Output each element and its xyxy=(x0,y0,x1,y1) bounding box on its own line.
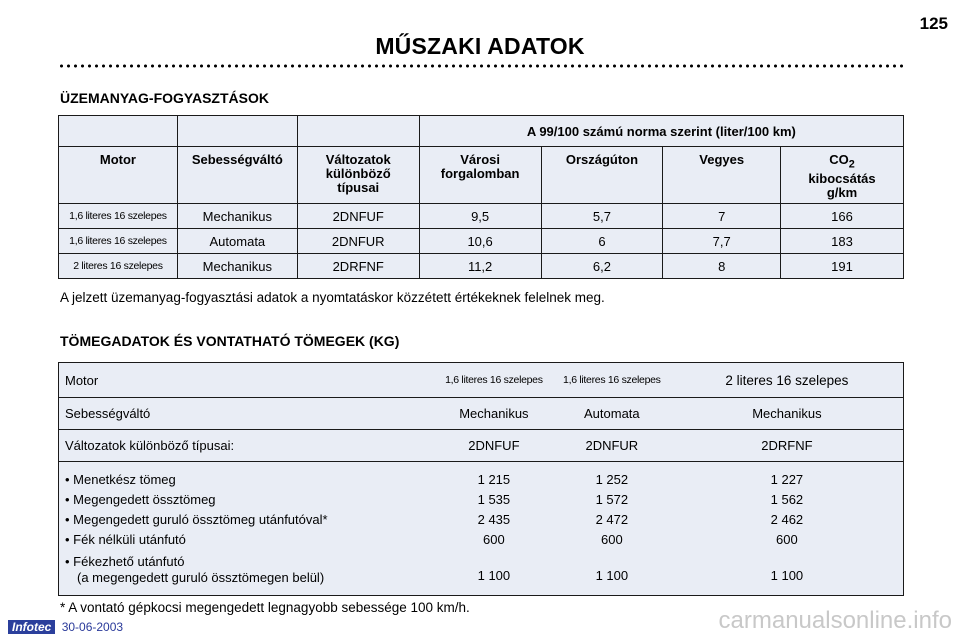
cell-city: 10,6 xyxy=(419,229,541,254)
cell-gearbox: Mechanikus xyxy=(177,204,297,229)
table-row xyxy=(59,363,904,398)
cell-value: 1 100 xyxy=(595,568,629,583)
mass-table xyxy=(58,362,904,596)
footer-date: 30-06-2003 xyxy=(61,620,124,634)
mass-values-col xyxy=(435,462,553,596)
cell-value: 1 215 xyxy=(477,472,511,487)
col-highway: Országúton xyxy=(541,147,663,204)
gearbox-label: Sebességváltó xyxy=(59,398,435,430)
watermark: carmanualsonline.info xyxy=(718,607,952,634)
item-label: • Fék nélküli utánfutó xyxy=(65,532,186,547)
motor-label: Motor xyxy=(59,363,435,398)
variants-label: Változatok különböző típusai: xyxy=(59,430,435,462)
cell-value: 600 xyxy=(776,532,798,547)
cell-gearbox: Automata xyxy=(553,398,671,430)
cell-value: 1 535 xyxy=(477,492,511,507)
col-combined: Vegyes xyxy=(663,147,781,204)
mass-values-col xyxy=(553,462,671,596)
cell-value: 1 562 xyxy=(770,492,804,507)
cell-combined: 8 xyxy=(663,254,781,279)
cell-co2: 166 xyxy=(781,204,904,229)
cell-variant: 2DNFUF xyxy=(297,204,419,229)
col-gearbox: Sebességváltó xyxy=(177,147,297,204)
table-row xyxy=(59,430,904,462)
mass-items xyxy=(59,462,435,596)
item-label: • Fékezhető utánfutó xyxy=(65,554,185,569)
dotted-divider xyxy=(58,64,904,68)
footnote: * A vontató gépkocsi megengedett legnagyobb sebessége 100 km/h. xyxy=(60,600,470,615)
cell-highway: 6 xyxy=(541,229,663,254)
table-row xyxy=(59,229,904,254)
cell-highway: 6,2 xyxy=(541,254,663,279)
header-empty xyxy=(59,116,178,147)
item-label: • Megengedett össztömeg xyxy=(65,492,216,507)
cell-value: 2 435 xyxy=(477,512,511,527)
cell-motor: 1,6 literes 16 szelepes xyxy=(553,363,671,398)
cell-motor: 1,6 literes 16 szelepes xyxy=(435,363,553,398)
cell-value: 1 227 xyxy=(770,472,804,487)
mass-values-col xyxy=(671,462,904,596)
cell-motor: 1,6 literes 16 szelepes xyxy=(59,204,178,229)
item-label-sub: (a megengedett guruló össztömegen belül) xyxy=(77,570,325,585)
cell-gearbox: Mechanikus xyxy=(671,398,904,430)
co2-subscript: 2 xyxy=(848,158,855,171)
header-empty xyxy=(297,116,419,147)
cell-value: 600 xyxy=(483,532,505,547)
cell-variant: 2DRFNF xyxy=(297,254,419,279)
cell-value: 1 100 xyxy=(477,568,511,583)
cell-combined: 7,7 xyxy=(663,229,781,254)
col-motor: Motor xyxy=(59,147,178,204)
co2-label: CO xyxy=(829,152,849,167)
table-row xyxy=(59,462,904,596)
fuel-consumption-table xyxy=(58,115,904,279)
mass-heading: TÖMEGADATOK ÉS VONTATHATÓ TÖMEGEK (KG) xyxy=(60,333,400,349)
cell-value: 1 252 xyxy=(595,472,629,487)
col-city xyxy=(419,147,541,204)
cell-variant: 2DNFUR xyxy=(553,430,671,462)
brand-logo: Infotec xyxy=(8,620,55,634)
fuel-note: A jelzett üzemanyag-fogyasztási adatok a nyomtatáskor közzétett értékeknek felelnek meg. xyxy=(60,290,605,305)
col-city-label: Városi forgalomban xyxy=(440,152,520,181)
col-variants-label: Változatok különböző típusai xyxy=(325,152,391,195)
item-label-multiline xyxy=(65,550,435,588)
item-label: • Megengedett guruló össztömeg utánfutóval* xyxy=(65,512,328,527)
table-row xyxy=(59,398,904,430)
cell-co2: 191 xyxy=(781,254,904,279)
col-variants xyxy=(297,147,419,204)
cell-motor: 2 literes 16 szelepes xyxy=(671,363,904,398)
cell-variant: 2DRFNF xyxy=(671,430,904,462)
col-co2 xyxy=(781,147,904,204)
page-title: MŰSZAKI ADATOK xyxy=(375,33,585,59)
cell-value: 600 xyxy=(600,532,623,547)
cell-value: 2 462 xyxy=(770,512,804,527)
table-row xyxy=(59,204,904,229)
cell-value: 1 572 xyxy=(595,492,629,507)
cell-city: 9,5 xyxy=(419,204,541,229)
cell-gearbox: Mechanikus xyxy=(435,398,553,430)
cell-motor: 1,6 literes 16 szelepes xyxy=(59,229,178,254)
cell-value: 1 100 xyxy=(770,568,804,583)
table-row xyxy=(59,254,904,279)
cell-highway: 5,7 xyxy=(541,204,663,229)
co2-unit: kibocsátás g/km xyxy=(808,170,876,200)
item-label: • Menetkész tömeg xyxy=(65,472,176,487)
cell-combined: 7 xyxy=(663,204,781,229)
header-empty xyxy=(177,116,297,147)
cell-co2: 183 xyxy=(781,229,904,254)
cell-gearbox: Mechanikus xyxy=(177,254,297,279)
footer xyxy=(8,620,123,634)
fuel-heading: ÜZEMANYAG-FOGYASZTÁSOK xyxy=(60,90,269,106)
cell-variant: 2DNFUR xyxy=(297,229,419,254)
cell-gearbox: Automata xyxy=(177,229,297,254)
cell-city: 11,2 xyxy=(419,254,541,279)
cell-motor: 2 literes 16 szelepes xyxy=(59,254,178,279)
group-header: A 99/100 számú norma szerint (liter/100 km) xyxy=(419,116,903,147)
cell-variant: 2DNFUF xyxy=(435,430,553,462)
cell-value: 2 472 xyxy=(595,512,629,527)
page-number: 125 xyxy=(919,14,948,33)
